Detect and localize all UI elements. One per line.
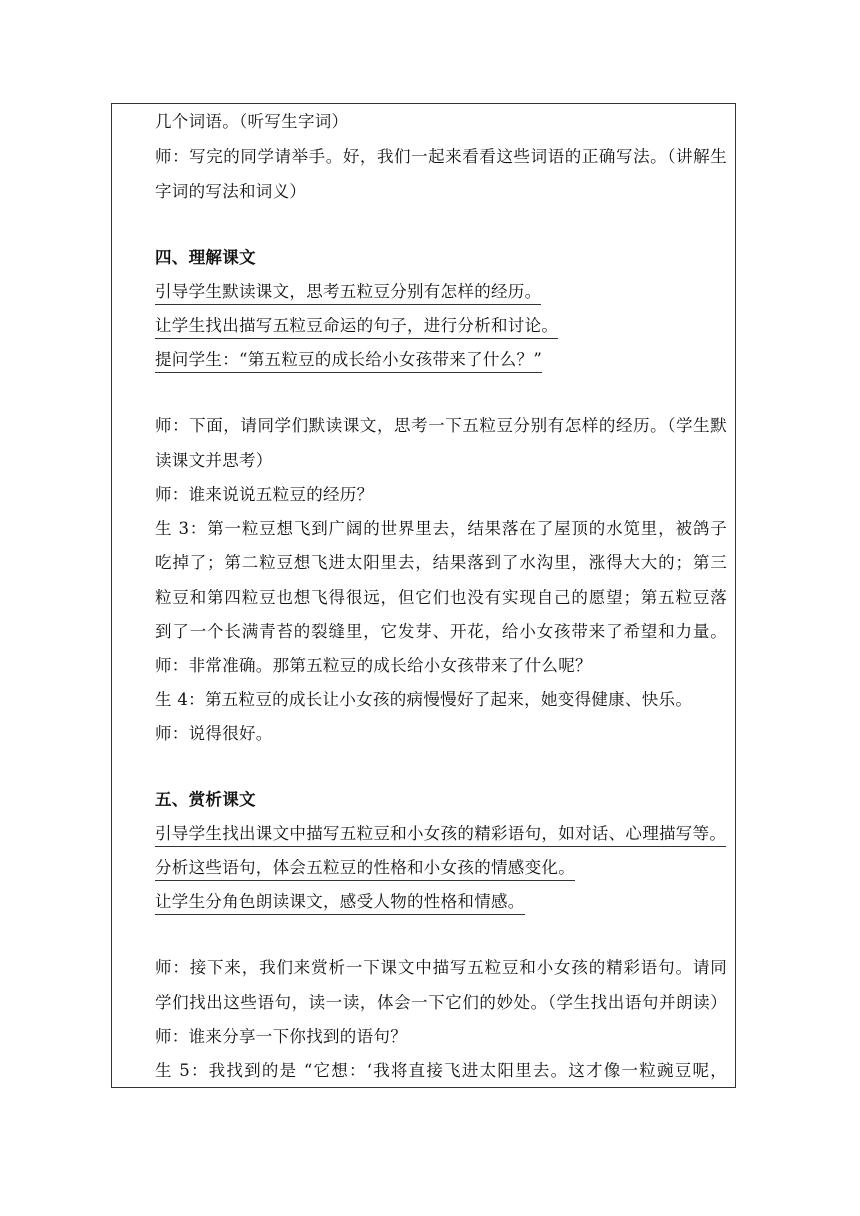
text-line: 师：下面，请同学们默读课文，思考一下五粒豆分别有怎样的经历。（学生默 <box>155 416 727 435</box>
text-line: 生 4：第五粒豆的成长让小女孩的病慢慢好了起来，她变得健康、快乐。 <box>155 690 693 709</box>
text-line: 师：谁来说说五粒豆的经历？ <box>155 485 374 504</box>
text-line: 师：非常准确。那第五粒豆的成长给小女孩带来了什么呢？ <box>155 656 592 675</box>
text-line: 粒豆和第四粒豆也想飞得很远，但它们也没有实现自己的愿望；第五粒豆落 <box>155 588 727 607</box>
text-line: 字词的写法和词义） <box>155 182 307 201</box>
text-line: 师：接下来，我们来赏析一下课文中描写五粒豆和小女孩的精彩语句。请同 <box>155 958 727 977</box>
text-line: 到了一个长满青苔的裂缝里，它发芽、开花，给小女孩带来了希望和力量。 <box>155 622 727 641</box>
text-line: 师：谁来分享一下你找到的语句？ <box>155 1027 407 1046</box>
text-line: 几个词语。（听写生字词） <box>155 112 349 131</box>
text-line: 生 5：我找到的是 “它想：‘我将直接飞进太阳里去。这才像一粒豌豆呢， <box>155 1061 727 1080</box>
underlined-objective: 让学生找出描写五粒豆命运的句子，进行分析和讨论。 <box>155 316 558 339</box>
underlined-objective: 分析这些语句，体会五粒豆的性格和小女孩的情感变化。 <box>155 858 575 881</box>
underlined-objective: 引导学生默读课文，思考五粒豆分别有怎样的经历。 <box>155 282 541 305</box>
underlined-objective: 提问学生：“第五粒豆的成长给小女孩带来了什么？” <box>155 350 542 373</box>
text-line: 师：说得很好。 <box>155 724 273 743</box>
section-heading-appreciate-text: 五、赏析课文 <box>155 790 256 809</box>
text-line: 生 3：第一粒豆想飞到广阔的世界里去，结果落在了屋顶的水笕里，被鸽子 <box>155 519 727 538</box>
text-line: 师：写完的同学请举手。好，我们一起来看看这些词语的正确写法。（讲解生 <box>155 147 727 166</box>
section-heading-understand-text: 四、理解课文 <box>155 248 256 267</box>
text-line: 吃掉了；第二粒豆想飞进太阳里去，结果落到了水沟里，涨得大大的；第三 <box>155 553 727 572</box>
text-line: 读课文并思考） <box>155 451 273 470</box>
underlined-objective: 引导学生找出课文中描写五粒豆和小女孩的精彩语句，如对话、心理描写等。 <box>155 824 726 847</box>
text-line: 学们找出这些语句，读一读，体会一下它们的妙处。（学生找出语句并朗读） <box>155 993 727 1012</box>
underlined-objective: 让学生分角色朗读课文，感受人物的性格和情感。 <box>155 892 525 915</box>
